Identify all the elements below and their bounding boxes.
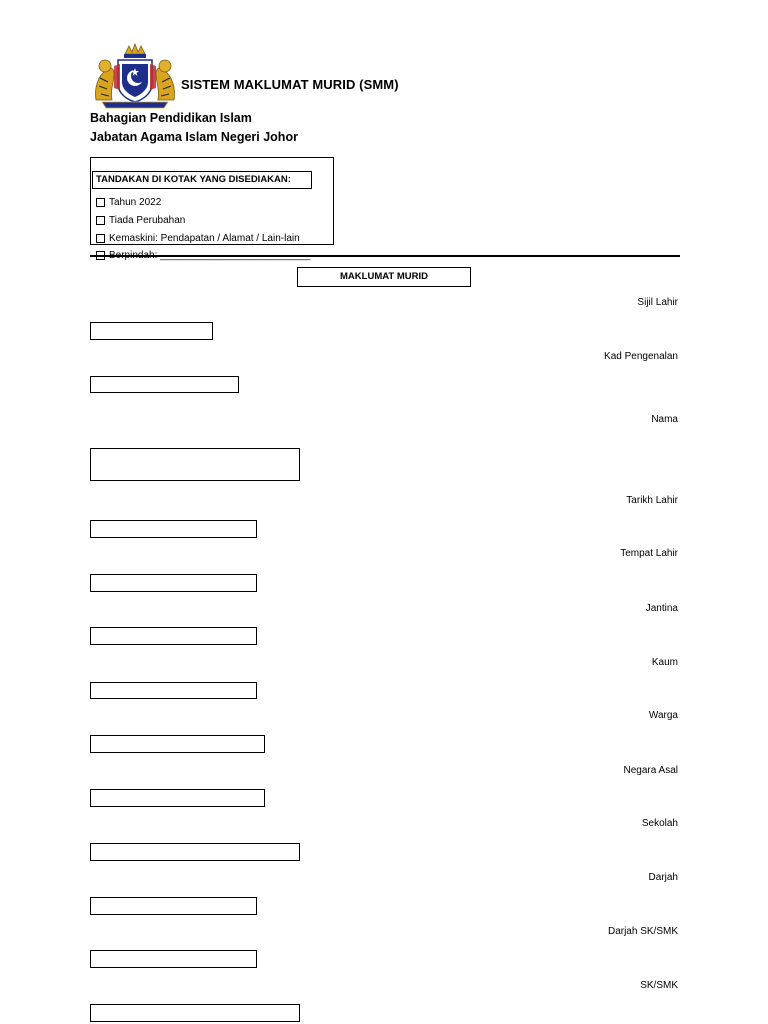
label-darjah-sk-smk: Darjah SK/SMK [607,926,678,937]
page-title: SISTEM MAKLUMAT MURID (SMM) [181,77,399,92]
instruction-title: TANDAKAN DI KOTAK YANG DISEDIAKAN: [92,171,312,189]
option-label: Kemaskini: Pendapatan / Alamat / Lain-lain [109,233,300,244]
label-warga: Warga [648,710,678,721]
label-sijil-lahir: Sijil Lahir [637,297,678,308]
input-darjah-sk-smk[interactable] [90,950,257,968]
input-tarikh-lahir[interactable] [90,520,257,538]
option-label: Berpindah: ___________________________ [109,250,311,261]
label-sekolah: Sekolah [641,818,678,829]
option-tahun[interactable] [96,197,161,208]
label-kad-pengenalan: Kad Pengenalan [604,351,678,362]
option-label: Tiada Perubahan [109,215,186,226]
input-darjah[interactable] [90,897,257,915]
option-label: Tahun 2022 [109,197,162,208]
label-sk-smk: SK/SMK [640,980,678,991]
section-header-maklumat-murid: MAKLUMAT MURID [297,267,471,287]
option-kemaskini[interactable] [96,233,300,244]
department-name: Bahagian Pendidikan Islam [90,111,252,125]
input-jantina[interactable] [90,627,257,645]
label-jantina: Jantina [645,603,678,614]
input-nama[interactable] [90,448,300,481]
checkbox[interactable] [96,198,105,207]
input-kad-pengenalan[interactable] [90,376,239,393]
checkbox[interactable] [96,234,105,243]
checkbox[interactable] [96,216,105,225]
input-negara-asal[interactable] [90,789,265,807]
label-darjah: Darjah [648,872,678,883]
label-kaum: Kaum [651,657,678,668]
label-tempat-lahir: Tempat Lahir [620,548,678,559]
input-tempat-lahir[interactable] [90,574,257,592]
input-sekolah[interactable] [90,843,300,861]
label-nama: Nama [651,414,678,425]
agency-name: Jabatan Agama Islam Negeri Johor [90,130,298,144]
input-sijil-lahir[interactable] [90,322,213,340]
option-tiada-perubahan[interactable] [96,215,185,226]
label-tarikh-lahir: Tarikh Lahir [626,495,678,506]
johor-crest-logo [92,42,178,110]
input-kaum[interactable] [90,682,257,699]
section-divider [90,255,680,257]
label-negara-asal: Negara Asal [623,765,678,776]
input-warga[interactable] [90,735,265,753]
input-sk-smk[interactable] [90,1004,300,1022]
